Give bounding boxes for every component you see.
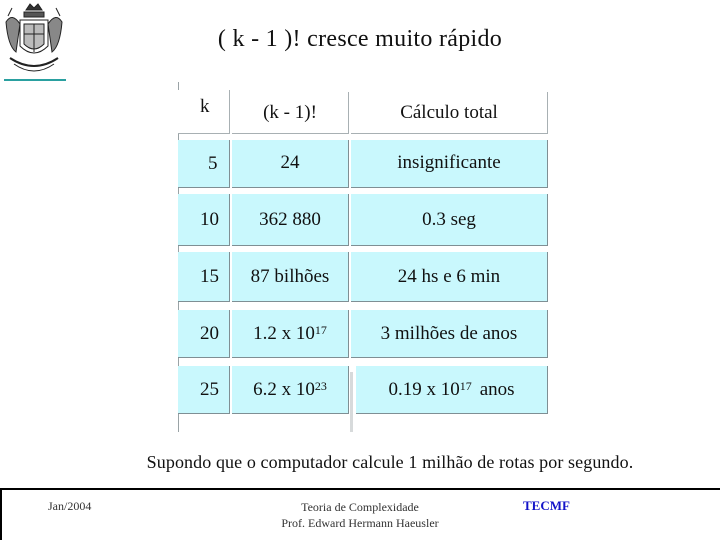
row-1-factorial: 24 <box>232 140 349 188</box>
row-5-factorial <box>232 366 349 414</box>
row-4-k: 20 <box>178 310 230 358</box>
row-5-factorial-exponent: 23 <box>314 379 327 393</box>
slide-title: ( k - 1 )! cresce muito rápido <box>217 26 503 52</box>
row-3-k: 15 <box>178 252 230 302</box>
row-4-factorial <box>232 310 349 358</box>
row-2-factorial: 362 880 <box>232 194 349 246</box>
row-3-factorial: 87 bilhões <box>232 252 349 302</box>
row-4-factorial-exponent: 17 <box>314 323 327 337</box>
row-5-total <box>356 366 548 414</box>
footer-brand: TECMF <box>523 498 570 513</box>
row-5-total-exponent: 17 <box>459 379 472 393</box>
row-5-k: 25 <box>178 366 230 414</box>
row-1-k: 5 <box>178 140 230 188</box>
table-divider-rule <box>350 372 353 432</box>
footer-course: Teoria de Complexidade <box>301 500 419 514</box>
footer-professor: Prof. Edward Hermann Haeusler <box>281 516 439 530</box>
footer-date: Jan/2004 <box>48 499 92 513</box>
logo-underline <box>4 79 66 81</box>
row-4-factorial-base: 1.2 x 10 <box>253 322 315 344</box>
row-5-total-unit: anos <box>479 378 515 400</box>
footer-course-info <box>210 499 510 531</box>
row-5-total-base: 0.19 x 10 <box>388 378 460 400</box>
row-4-total: 3 milhões de anos <box>351 310 548 358</box>
row-5-factorial-base: 6.2 x 10 <box>253 378 315 400</box>
header-factorial: (k - 1)! <box>232 92 349 134</box>
row-2-k: 10 <box>178 194 230 246</box>
assumption-note: Supondo que o computador calcule 1 milhão de rotas por segundo. <box>146 452 634 472</box>
header-k: k <box>178 90 230 134</box>
slide-footer <box>0 488 720 540</box>
factorial-table <box>178 82 548 432</box>
header-total: Cálculo total <box>351 92 548 134</box>
row-1-total: insignificante <box>351 140 548 188</box>
footer-left-edge <box>0 490 2 540</box>
row-2-total: 0.3 seg <box>351 194 548 246</box>
row-3-total: 24 hs e 6 min <box>351 252 548 302</box>
